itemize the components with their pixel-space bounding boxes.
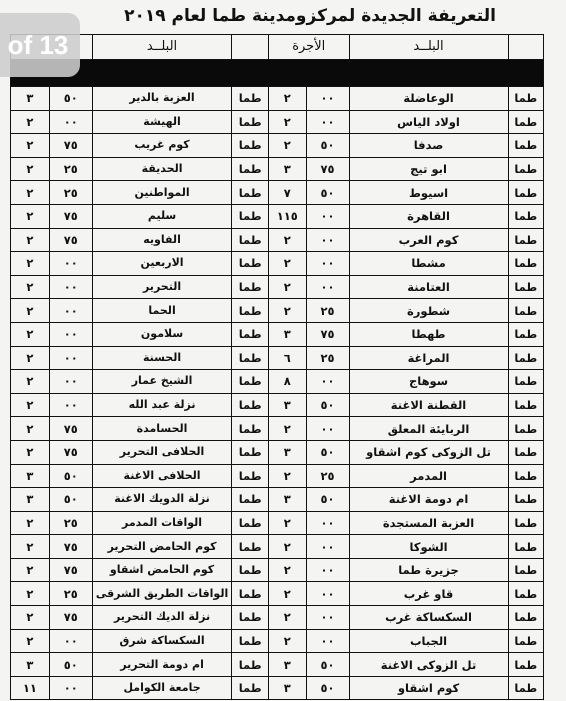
- center-cell: طما: [508, 676, 543, 700]
- piasters-cell: ٥٠: [306, 676, 349, 700]
- pounds-cell: ١١: [11, 676, 50, 700]
- town-cell: مشطا: [349, 252, 508, 276]
- town-cell: سوهاج: [349, 370, 508, 394]
- town-cell: العزبة المستجدة: [349, 511, 508, 535]
- pounds-cell: ٢: [11, 157, 50, 181]
- pounds-cell: ٢: [268, 87, 306, 111]
- piasters-cell: ٧٥: [49, 228, 92, 252]
- town-cell: الاربعين: [92, 252, 232, 276]
- pounds-cell: ٣: [11, 87, 50, 111]
- pounds-cell: ٢: [268, 134, 306, 158]
- piasters-cell: ٢٥: [306, 299, 349, 323]
- town-cell: جزيرة طما: [349, 558, 508, 582]
- table-row: [11, 299, 544, 323]
- header-town-right: البلــد: [349, 35, 508, 60]
- town-cell: جامعة الكوامل: [92, 676, 232, 700]
- center-cell: طما: [232, 535, 269, 559]
- pounds-cell: ٢: [11, 134, 50, 158]
- piasters-cell: ٠٠: [49, 676, 92, 700]
- piasters-cell: ٠٠: [306, 511, 349, 535]
- piasters-cell: ٧٥: [49, 440, 92, 464]
- pounds-cell: ٧: [268, 181, 306, 205]
- header-blank-right: [508, 35, 543, 60]
- town-cell: الحلافى الاغنة: [92, 464, 232, 488]
- town-cell: قاو غرب: [349, 582, 508, 606]
- town-cell: الجباب: [349, 629, 508, 653]
- piasters-cell: ٥٠: [49, 87, 92, 111]
- header-fare: الأجرة: [268, 35, 349, 60]
- pounds-cell: ٢: [11, 417, 50, 441]
- town-cell: الهيشة: [92, 110, 232, 134]
- pounds-cell: ٣: [268, 393, 306, 417]
- piasters-cell: ٠٠: [49, 252, 92, 276]
- town-cell: اسيوط: [349, 181, 508, 205]
- piasters-cell: ٠٠: [306, 558, 349, 582]
- piasters-cell: ٠٠: [49, 299, 92, 323]
- town-cell: ام دومة الاغنة: [349, 488, 508, 512]
- town-cell: القاهرة: [349, 204, 508, 228]
- town-cell: السكساكة شرق: [92, 629, 232, 653]
- center-cell: طما: [232, 440, 269, 464]
- town-cell: الحسامدة: [92, 417, 232, 441]
- pounds-cell: ٢: [11, 606, 50, 630]
- piasters-cell: ٥٠: [49, 488, 92, 512]
- town-cell: الفاويه: [92, 228, 232, 252]
- pounds-cell: ٢: [11, 558, 50, 582]
- piasters-cell: ٠٠: [306, 110, 349, 134]
- pounds-cell: ٢: [11, 299, 50, 323]
- pounds-cell: ٢: [268, 535, 306, 559]
- center-cell: طما: [508, 393, 543, 417]
- table-row: [11, 252, 544, 276]
- town-cell: السكساكة غرب: [349, 606, 508, 630]
- center-cell: طما: [232, 110, 269, 134]
- town-cell: كوم الحامض التحرير: [92, 535, 232, 559]
- piasters-cell: ٧٥: [306, 157, 349, 181]
- pounds-cell: ٣: [268, 676, 306, 700]
- piasters-cell: ٠٠: [49, 322, 92, 346]
- pounds-cell: ٢: [268, 606, 306, 630]
- center-cell: طما: [508, 275, 543, 299]
- pounds-cell: ٢: [268, 228, 306, 252]
- piasters-cell: ٠٠: [306, 252, 349, 276]
- table-row: [11, 488, 544, 512]
- center-cell: طما: [232, 87, 269, 111]
- town-cell: سلامون: [92, 322, 232, 346]
- piasters-cell: ٧٥: [306, 322, 349, 346]
- town-cell: المدمر: [349, 464, 508, 488]
- town-cell: طهطا: [349, 322, 508, 346]
- center-cell: طما: [508, 204, 543, 228]
- center-cell: طما: [508, 157, 543, 181]
- piasters-cell: ٠٠: [306, 87, 349, 111]
- town-cell: الحديقة: [92, 157, 232, 181]
- pounds-cell: ٦: [268, 346, 306, 370]
- table-row: [11, 275, 544, 299]
- pounds-cell: ٢: [268, 299, 306, 323]
- pounds-cell: ٢: [268, 110, 306, 134]
- center-cell: طما: [508, 370, 543, 394]
- town-cell: نزلة الديك التحرير: [92, 606, 232, 630]
- pounds-cell: ٢: [268, 464, 306, 488]
- pounds-cell: ٢: [11, 370, 50, 394]
- center-cell: طما: [508, 346, 543, 370]
- town-cell: التحرير: [92, 275, 232, 299]
- town-cell: شطورة: [349, 299, 508, 323]
- table-header-row: [11, 35, 544, 60]
- center-cell: طما: [232, 488, 269, 512]
- center-cell: طما: [232, 676, 269, 700]
- pounds-cell: ٢: [11, 629, 50, 653]
- pounds-cell: ٨: [268, 370, 306, 394]
- piasters-cell: ٠٠: [306, 535, 349, 559]
- town-cell: الشيخ عمار: [92, 370, 232, 394]
- piasters-cell: ٥٠: [306, 440, 349, 464]
- town-cell: ام دومة التحرير: [92, 653, 232, 677]
- table-row: [11, 157, 544, 181]
- piasters-cell: ٧٥: [49, 558, 92, 582]
- pounds-cell: ٢: [268, 511, 306, 535]
- center-cell: طما: [508, 417, 543, 441]
- center-cell: طما: [508, 87, 543, 111]
- pounds-cell: ٢: [11, 440, 50, 464]
- pounds-cell: ٢: [11, 346, 50, 370]
- piasters-cell: ٥٠: [306, 181, 349, 205]
- town-cell: المراغة: [349, 346, 508, 370]
- center-cell: طما: [508, 629, 543, 653]
- table-row: [11, 204, 544, 228]
- town-cell: العتامنة: [349, 275, 508, 299]
- center-cell: طما: [232, 346, 269, 370]
- piasters-cell: ٥٠: [306, 488, 349, 512]
- table-row: [11, 393, 544, 417]
- town-cell: المواطنين: [92, 181, 232, 205]
- pounds-cell: ٣: [268, 440, 306, 464]
- piasters-cell: ٧٥: [49, 535, 92, 559]
- piasters-cell: ٢٥: [49, 181, 92, 205]
- table-row: [11, 87, 544, 111]
- town-cell: كوم العرب: [349, 228, 508, 252]
- piasters-cell: ٠٠: [49, 275, 92, 299]
- center-cell: طما: [232, 134, 269, 158]
- piasters-cell: ٢٥: [49, 511, 92, 535]
- piasters-cell: ٠٠: [49, 370, 92, 394]
- pounds-cell: ٢: [11, 275, 50, 299]
- table-row: [11, 181, 544, 205]
- town-cell: الواقات الطريق الشرقى: [92, 582, 232, 606]
- center-cell: طما: [508, 511, 543, 535]
- center-cell: طما: [232, 252, 269, 276]
- pounds-cell: ٢: [268, 417, 306, 441]
- center-cell: طما: [232, 653, 269, 677]
- header-blank-left: [232, 35, 269, 60]
- piasters-cell: ٠٠: [306, 606, 349, 630]
- center-cell: طما: [232, 393, 269, 417]
- town-cell: كوم اشقاو: [349, 676, 508, 700]
- piasters-cell: ٠٠: [306, 370, 349, 394]
- pounds-cell: ٣: [268, 653, 306, 677]
- pounds-cell: ٢: [268, 275, 306, 299]
- fare-table: [10, 34, 544, 700]
- pounds-cell: ٣: [268, 488, 306, 512]
- table-row: [11, 417, 544, 441]
- center-cell: طما: [232, 204, 269, 228]
- town-cell: كوم الحامض اشقاو: [92, 558, 232, 582]
- center-cell: طما: [232, 629, 269, 653]
- piasters-cell: ٥٠: [306, 393, 349, 417]
- center-cell: طما: [508, 606, 543, 630]
- piasters-cell: ٠٠: [306, 629, 349, 653]
- document-title: التعريفة الجديدة لمركزومدينة طما لعام ٢٠١٩: [124, 6, 496, 26]
- table-row: [11, 370, 544, 394]
- table-row: [11, 676, 544, 700]
- piasters-cell: ٢٥: [306, 346, 349, 370]
- table-row: [11, 110, 544, 134]
- town-cell: كوم غريب: [92, 134, 232, 158]
- piasters-cell: ٥٠: [49, 653, 92, 677]
- center-cell: طما: [508, 110, 543, 134]
- town-cell: العزبة بالدير: [92, 87, 232, 111]
- town-cell: تل الزوكى كوم اشقاو: [349, 440, 508, 464]
- center-cell: طما: [508, 228, 543, 252]
- pounds-cell: ٢: [11, 393, 50, 417]
- pounds-cell: ٢: [11, 322, 50, 346]
- piasters-cell: ٠٠: [49, 110, 92, 134]
- center-cell: طما: [232, 511, 269, 535]
- pounds-cell: ٢: [11, 535, 50, 559]
- center-cell: طما: [232, 464, 269, 488]
- town-cell: الوعاضلة: [349, 87, 508, 111]
- town-cell: نزلة عبد الله: [92, 393, 232, 417]
- center-cell: طما: [508, 322, 543, 346]
- piasters-cell: ٠٠: [49, 346, 92, 370]
- town-cell: الحما: [92, 299, 232, 323]
- pounds-cell: ٢: [268, 582, 306, 606]
- table-row: [11, 346, 544, 370]
- pounds-cell: ٢: [268, 629, 306, 653]
- piasters-cell: ٥٠: [306, 653, 349, 677]
- center-cell: طما: [232, 275, 269, 299]
- center-cell: طما: [232, 606, 269, 630]
- center-cell: طما: [232, 322, 269, 346]
- town-cell: تل الزوكى الاغنة: [349, 653, 508, 677]
- center-cell: طما: [508, 558, 543, 582]
- pounds-cell: ٢: [11, 511, 50, 535]
- center-cell: طما: [232, 582, 269, 606]
- table-row: [11, 134, 544, 158]
- table-row: [11, 464, 544, 488]
- center-cell: طما: [508, 440, 543, 464]
- header-black-bar: [11, 60, 544, 87]
- piasters-cell: ٠٠: [306, 275, 349, 299]
- town-cell: اولاد الياس: [349, 110, 508, 134]
- piasters-cell: ٠٠: [306, 204, 349, 228]
- town-cell: صدفا: [349, 134, 508, 158]
- table-row: [11, 558, 544, 582]
- piasters-cell: ٥٠: [306, 134, 349, 158]
- table-row: [11, 582, 544, 606]
- town-cell: ابو تيج: [349, 157, 508, 181]
- piasters-cell: ٧٥: [49, 417, 92, 441]
- center-cell: طما: [232, 157, 269, 181]
- pounds-cell: ٢: [11, 204, 50, 228]
- pounds-cell: ٢: [11, 228, 50, 252]
- piasters-cell: ٠٠: [49, 393, 92, 417]
- pounds-cell: ٣: [11, 464, 50, 488]
- pounds-cell: ١١٥: [268, 204, 306, 228]
- center-cell: طما: [508, 653, 543, 677]
- piasters-cell: ٠٠: [49, 629, 92, 653]
- center-cell: طما: [508, 134, 543, 158]
- center-cell: طما: [508, 252, 543, 276]
- town-cell: الواقات المدمر: [92, 511, 232, 535]
- table-row: [11, 653, 544, 677]
- page-counter-badge: of 13: [0, 13, 80, 77]
- piasters-cell: ٠٠: [306, 228, 349, 252]
- center-cell: طما: [232, 181, 269, 205]
- piasters-cell: ٢٥: [49, 157, 92, 181]
- piasters-cell: ٢٥: [306, 464, 349, 488]
- center-cell: طما: [232, 299, 269, 323]
- pounds-cell: ٢: [268, 558, 306, 582]
- center-cell: طما: [508, 535, 543, 559]
- pounds-cell: ٣: [268, 322, 306, 346]
- pounds-cell: ٢: [11, 582, 50, 606]
- piasters-cell: ٥٠: [49, 464, 92, 488]
- town-cell: سليم: [92, 204, 232, 228]
- town-cell: الشوكا: [349, 535, 508, 559]
- center-cell: طما: [508, 181, 543, 205]
- piasters-cell: ٧٥: [49, 204, 92, 228]
- table-row: [11, 440, 544, 464]
- pounds-cell: ٢: [11, 110, 50, 134]
- table-row: [11, 629, 544, 653]
- table-row: [11, 228, 544, 252]
- table-row: [11, 322, 544, 346]
- town-cell: القطنة الاغنة: [349, 393, 508, 417]
- center-cell: طما: [508, 464, 543, 488]
- pounds-cell: ٢: [268, 252, 306, 276]
- pounds-cell: ٢: [11, 181, 50, 205]
- table-row: [11, 606, 544, 630]
- center-cell: طما: [232, 370, 269, 394]
- piasters-cell: ٧٥: [49, 134, 92, 158]
- center-cell: طما: [232, 558, 269, 582]
- center-cell: طما: [508, 488, 543, 512]
- town-cell: الحلافى التحرير: [92, 440, 232, 464]
- piasters-cell: ٠٠: [306, 417, 349, 441]
- pounds-cell: ٣: [268, 157, 306, 181]
- table-row: [11, 511, 544, 535]
- piasters-cell: ٧٥: [49, 606, 92, 630]
- piasters-cell: ٢٥: [49, 582, 92, 606]
- center-cell: طما: [508, 299, 543, 323]
- town-cell: الحسنة: [92, 346, 232, 370]
- center-cell: طما: [232, 417, 269, 441]
- town-cell: الربايئة المعلق: [349, 417, 508, 441]
- header-town-left: البلــد: [92, 35, 232, 60]
- center-cell: طما: [232, 228, 269, 252]
- piasters-cell: ٠٠: [306, 582, 349, 606]
- table-row: [11, 535, 544, 559]
- center-cell: طما: [508, 582, 543, 606]
- pounds-cell: ٣: [11, 488, 50, 512]
- pounds-cell: ٢: [11, 252, 50, 276]
- town-cell: نزلة الدويك الاغنة: [92, 488, 232, 512]
- pounds-cell: ٣: [11, 653, 50, 677]
